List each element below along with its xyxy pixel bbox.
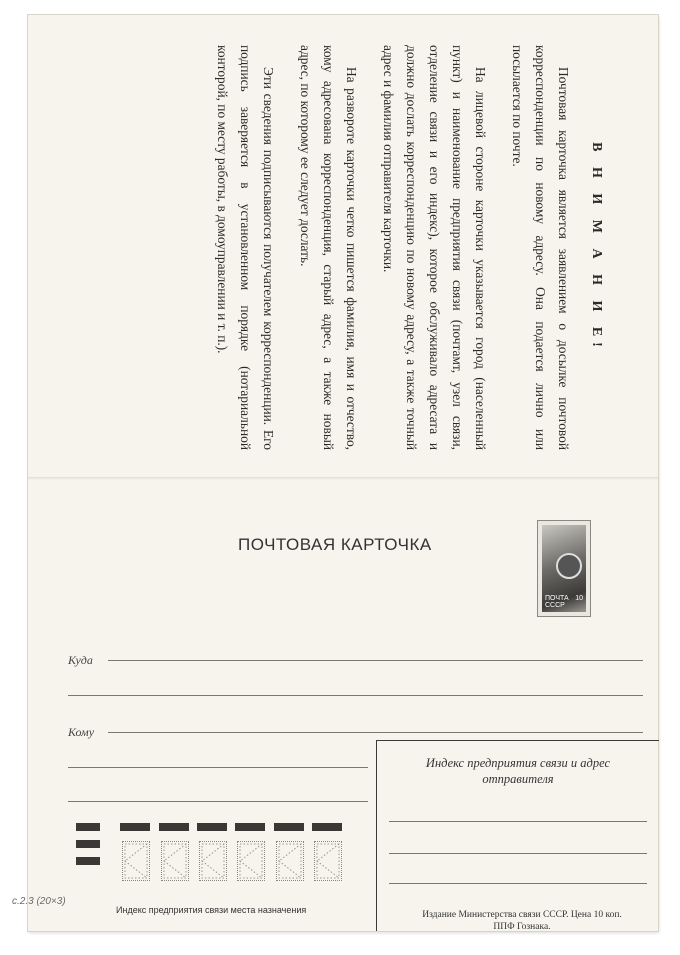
zip-digit-box-2[interactable]: [161, 841, 189, 881]
notice-panel: [96, 45, 616, 450]
publisher-line-2: ППФ Гознака.: [493, 922, 551, 932]
zip-bar-4: [235, 823, 265, 831]
notice-paragraph-2: На лицевой стороне карточки указывается город (населенный пункт) и наименование предприятия связи (почтамт, узел связи, отделение связи и его индекс), которое обслуживало адресата и должно дослать корреспонденцию по новому адресу, а также точный адрес и фамилия отправителя карточки.: [381, 45, 488, 450]
whom-line-2[interactable]: [68, 767, 368, 768]
publisher-line-1: Издание Министерства связи СССР. Цена 10 коп.: [422, 910, 622, 920]
zip-caption: Индекс предприятия связи места назначения: [116, 905, 307, 915]
marker-bar-1: [76, 823, 100, 831]
sender-line-1[interactable]: [389, 821, 647, 822]
postcard: [28, 15, 658, 931]
zip-digit-box-1[interactable]: [122, 841, 150, 881]
whom-label: Кому: [68, 725, 95, 739]
zip-bar-3: [197, 823, 227, 831]
zip-digit-box-5[interactable]: [276, 841, 304, 881]
card-title: ПОЧТОВАЯ КАРТОЧКА: [238, 535, 432, 554]
stamp-value: 10: [575, 595, 583, 602]
zip-digit-box-6[interactable]: [314, 841, 342, 881]
stamp-label: ПОЧТА СССР: [545, 595, 569, 609]
zip-bar-5: [274, 823, 304, 831]
publisher-note: [387, 909, 657, 933]
notice-paragraph-4: Эти сведения подписываются получателем корреспонденции. Его подпись заверяется в установленном порядке (нотариальной конторой, по месту работы, в домоуправлении и т. п.).: [215, 45, 276, 450]
zip-bar-1: [120, 823, 150, 831]
sender-title: Индекс предприятия связи и адрес отправителя: [425, 756, 611, 786]
notice-paragraph-3: На развороте карточки четко пишется фамилия, имя и отчество, кому адресована корреспонденция, старый адрес, а также новый адрес, по которому ее следует дослать.: [298, 45, 359, 450]
whom-line-1[interactable]: [108, 732, 643, 733]
sender-line-3[interactable]: [389, 883, 647, 884]
sender-box: [376, 740, 659, 931]
fold-line: [28, 477, 658, 480]
medal-icon: [556, 553, 582, 579]
whom-line-3[interactable]: [68, 801, 368, 802]
zip-digit-box-4[interactable]: [237, 841, 265, 881]
to-line-2[interactable]: [68, 695, 643, 696]
notice-paragraph-1: Почтовая карточка является заявлением о досылке почтовой корреспонденции по новому адресу. Она подается лично или посылается по почте.: [510, 45, 571, 450]
notice-heading: В Н И М А Н И Е!: [589, 142, 604, 353]
zip-digit-box-3[interactable]: [199, 841, 227, 881]
to-label: Куда: [68, 653, 93, 667]
marker-bar-3: [76, 857, 100, 865]
zip-bar-6: [312, 823, 342, 831]
sender-line-2[interactable]: [389, 853, 647, 854]
postage-stamp: [537, 520, 591, 617]
marker-bar-2: [76, 840, 100, 848]
zip-bar-2: [159, 823, 189, 831]
to-line-1[interactable]: [108, 660, 643, 661]
pencil-note: с.2.3 (20×3): [12, 896, 66, 907]
